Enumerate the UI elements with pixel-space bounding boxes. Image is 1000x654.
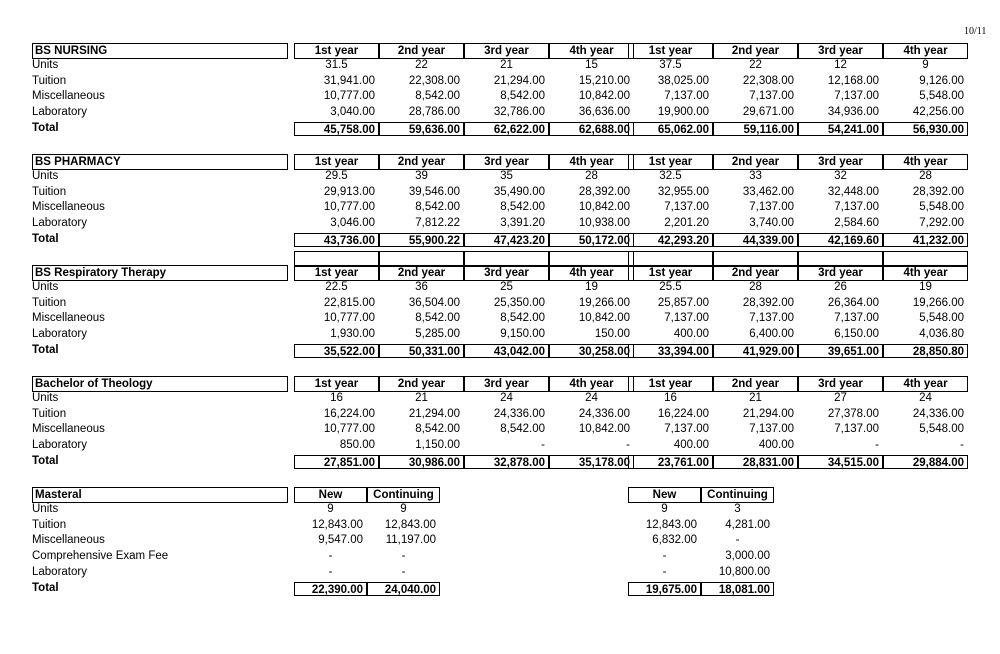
total-cell: 28,850.80 xyxy=(883,344,968,358)
tuition-cell: 24,336.00 xyxy=(578,407,630,420)
row-label: Total xyxy=(32,581,59,594)
misc-cell: 10,777.00 xyxy=(323,201,375,214)
units-cell: 16 xyxy=(330,392,343,404)
misc-cell: 8,542.00 xyxy=(500,90,545,103)
tuition-cell: 19,266.00 xyxy=(578,296,630,309)
total-cell: 39,651.00 xyxy=(798,344,883,358)
tuition-cell: 25,857.00 xyxy=(657,296,709,309)
misc-cell: 7,137.00 xyxy=(834,201,879,214)
tuition-cell: 33,462.00 xyxy=(742,185,794,198)
tuition-cell: 27,378.00 xyxy=(827,407,879,420)
total-cell: 45,758.00 xyxy=(294,122,379,136)
section-title: BS NURSING xyxy=(32,43,288,59)
tuition-cell: 24,336.00 xyxy=(493,407,545,420)
units-cell: 21 xyxy=(500,59,513,71)
misc-cell: 8,542.00 xyxy=(500,423,545,436)
tuition-cell: 28,392.00 xyxy=(578,185,630,198)
tuition-cell: 28,392.00 xyxy=(912,185,964,198)
tuition-cell: 12,168.00 xyxy=(827,74,879,87)
lab-cell: 400.00 xyxy=(758,439,794,452)
masteral-cell: - xyxy=(662,550,667,563)
tuition-cell: 35,490.00 xyxy=(493,185,545,198)
masteral-header: Continuing xyxy=(367,487,440,503)
tuition-cell: 9,126.00 xyxy=(919,74,964,87)
tuition-cell: 39,546.00 xyxy=(408,185,460,198)
row-label: Total xyxy=(32,454,59,467)
units-cell: 39 xyxy=(415,170,428,182)
units-cell: 16 xyxy=(664,392,677,404)
lab-cell: 36,636.00 xyxy=(578,106,630,119)
total-cell: 41,232.00 xyxy=(883,233,968,247)
total-cell: 35,178.00 xyxy=(549,455,634,469)
masteral-cell: 9 xyxy=(661,503,668,515)
year-header: 3rd year xyxy=(464,376,549,392)
lab-cell: 28,786.00 xyxy=(408,106,460,119)
section-title: BS PHARMACY xyxy=(32,154,288,170)
misc-cell: 7,137.00 xyxy=(749,90,794,103)
units-cell: 22 xyxy=(415,59,428,71)
units-cell: 25.5 xyxy=(659,281,682,293)
tuition-cell: 29,913.00 xyxy=(323,185,375,198)
tuition-cell: 25,350.00 xyxy=(493,296,545,309)
lab-cell: 7,292.00 xyxy=(919,217,964,230)
units-cell: 29.5 xyxy=(325,170,348,182)
misc-cell: 10,842.00 xyxy=(578,423,630,436)
lab-cell: - xyxy=(960,439,964,452)
year-header: 4th year xyxy=(883,43,968,59)
year-header: 2nd year xyxy=(379,43,464,59)
total-cell: 47,423.20 xyxy=(464,233,549,247)
units-cell: 12 xyxy=(834,59,847,71)
tuition-cell: 22,815.00 xyxy=(323,296,375,309)
units-cell: 21 xyxy=(749,392,762,404)
year-header: 3rd year xyxy=(798,43,883,59)
row-label: Units xyxy=(32,503,59,515)
total-cell: 34,515.00 xyxy=(798,455,883,469)
year-header: 2nd year xyxy=(713,265,798,281)
misc-cell: 10,842.00 xyxy=(578,90,630,103)
masteral-cell: - xyxy=(401,550,406,563)
total-cell: 22,390.00 xyxy=(294,582,367,596)
masteral-cell: 12,843.00 xyxy=(645,518,697,531)
total-cell: 59,116.00 xyxy=(713,122,798,136)
misc-cell: 7,137.00 xyxy=(834,423,879,436)
lab-cell: 6,150.00 xyxy=(834,328,879,341)
masteral-header: New xyxy=(294,487,367,503)
fee-section xyxy=(32,154,964,258)
total-cell: 65,062.00 xyxy=(628,122,713,136)
masteral-cell: 9 xyxy=(327,503,334,515)
units-cell: 32.5 xyxy=(659,170,682,182)
masteral-cell: 12,843.00 xyxy=(311,518,363,531)
units-cell: 28 xyxy=(749,281,762,293)
misc-cell: 5,548.00 xyxy=(919,312,964,325)
total-cell: 35,522.00 xyxy=(294,344,379,358)
units-cell: 21 xyxy=(415,392,428,404)
row-label: Miscellaneous xyxy=(32,312,105,325)
tuition-cell: 28,392.00 xyxy=(742,296,794,309)
misc-cell: 10,777.00 xyxy=(323,90,375,103)
lab-cell: 1,930.00 xyxy=(330,328,375,341)
year-header: 3rd year xyxy=(464,43,549,59)
units-cell: 28 xyxy=(585,170,598,182)
row-label: Units xyxy=(32,392,59,404)
year-header: 2nd year xyxy=(379,265,464,281)
year-header: 3rd year xyxy=(798,265,883,281)
tuition-cell: 22,308.00 xyxy=(742,74,794,87)
row-label: Miscellaneous xyxy=(32,90,105,103)
units-cell: 24 xyxy=(585,392,598,404)
total-cell: 50,172.00 xyxy=(549,233,634,247)
total-cell: 28,831.00 xyxy=(713,455,798,469)
year-header: 2nd year xyxy=(713,43,798,59)
tuition-cell: 32,955.00 xyxy=(657,185,709,198)
lab-cell: 9,150.00 xyxy=(500,328,545,341)
row-label: Tuition xyxy=(32,185,67,198)
misc-cell: 7,137.00 xyxy=(749,201,794,214)
total-cell: 43,736.00 xyxy=(294,233,379,247)
lab-cell: 400.00 xyxy=(673,328,709,341)
lab-cell: 7,812.22 xyxy=(415,217,460,230)
year-header: 4th year xyxy=(883,376,968,392)
units-cell: 28 xyxy=(919,170,932,182)
year-header: 1st year xyxy=(294,154,379,170)
misc-cell: 7,137.00 xyxy=(834,312,879,325)
total-cell: 29,884.00 xyxy=(883,455,968,469)
year-header: 1st year xyxy=(294,43,379,59)
units-cell: 24 xyxy=(500,392,513,404)
total-cell: 42,169.60 xyxy=(798,233,883,247)
lab-cell: 3,740.00 xyxy=(749,217,794,230)
masteral-cell: - xyxy=(328,550,333,563)
units-cell: 32 xyxy=(834,170,847,182)
lab-cell: 400.00 xyxy=(673,439,709,452)
total-cell: 43,042.00 xyxy=(464,344,549,358)
lab-cell: 5,285.00 xyxy=(415,328,460,341)
misc-cell: 7,137.00 xyxy=(749,312,794,325)
total-cell: 54,241.00 xyxy=(798,122,883,136)
year-header: 4th year xyxy=(549,154,634,170)
lab-cell: 10,938.00 xyxy=(578,217,630,230)
year-header: 3rd year xyxy=(798,154,883,170)
masteral-cell: 9,547.00 xyxy=(318,534,363,547)
row-label: Miscellaneous xyxy=(32,201,105,214)
lab-cell: - xyxy=(626,439,630,452)
row-label: Laboratory xyxy=(32,439,87,452)
total-cell: 24,040.00 xyxy=(367,582,440,596)
year-header: 4th year xyxy=(549,265,634,281)
units-cell: 15 xyxy=(585,59,598,71)
masteral-header: Continuing xyxy=(701,487,774,503)
year-header: 1st year xyxy=(294,376,379,392)
row-label: Laboratory xyxy=(32,217,87,230)
units-cell: 22.5 xyxy=(325,281,348,293)
units-cell: 19 xyxy=(919,281,932,293)
misc-cell: 5,548.00 xyxy=(919,90,964,103)
masteral-cell: 4,281.00 xyxy=(725,518,770,531)
fee-section xyxy=(32,43,964,147)
row-label: Total xyxy=(32,232,59,245)
masteral-cell: 3,000.00 xyxy=(725,550,770,563)
total-cell: 50,331.00 xyxy=(379,344,464,358)
year-header: 3rd year xyxy=(464,154,549,170)
year-header: 1st year xyxy=(628,265,713,281)
year-header: 1st year xyxy=(294,265,379,281)
row-label: Total xyxy=(32,343,59,356)
row-label: Laboratory xyxy=(32,328,87,341)
units-cell: 36 xyxy=(415,281,428,293)
total-cell: 27,851.00 xyxy=(294,455,379,469)
year-header: 2nd year xyxy=(713,376,798,392)
year-header: 4th year xyxy=(883,154,968,170)
lab-cell: 2,584.60 xyxy=(834,217,879,230)
lab-cell: 2,201.20 xyxy=(664,217,709,230)
tuition-cell: 32,448.00 xyxy=(827,185,879,198)
section-title: Masteral xyxy=(32,487,288,503)
masteral-section xyxy=(32,487,944,607)
fee-section xyxy=(32,376,964,480)
lab-cell: 42,256.00 xyxy=(912,106,964,119)
units-cell: 19 xyxy=(585,281,598,293)
misc-cell: 7,137.00 xyxy=(664,423,709,436)
total-cell: 56,930.00 xyxy=(883,122,968,136)
lab-cell: 850.00 xyxy=(339,439,375,452)
misc-cell: 7,137.00 xyxy=(664,312,709,325)
tuition-cell: 19,266.00 xyxy=(912,296,964,309)
masteral-cell: 12,843.00 xyxy=(384,518,436,531)
lab-cell: 3,040.00 xyxy=(330,106,375,119)
lab-cell: 6,400.00 xyxy=(749,328,794,341)
tuition-cell: 22,308.00 xyxy=(408,74,460,87)
tuition-cell: 21,294.00 xyxy=(408,407,460,420)
total-cell: 23,761.00 xyxy=(628,455,713,469)
tuition-cell: 31,941.00 xyxy=(323,74,375,87)
masteral-cell: 9 xyxy=(400,503,407,515)
units-cell: 24 xyxy=(919,392,932,404)
year-header: 3rd year xyxy=(464,265,549,281)
masteral-cell: 10,800.00 xyxy=(718,565,770,578)
row-label: Units xyxy=(32,170,59,182)
lab-cell: 1,150.00 xyxy=(415,439,460,452)
tuition-cell: 24,336.00 xyxy=(912,407,964,420)
total-cell: 44,339.00 xyxy=(713,233,798,247)
year-header: 4th year xyxy=(549,43,634,59)
row-label: Miscellaneous xyxy=(32,423,105,436)
year-header: 1st year xyxy=(628,154,713,170)
year-header: 4th year xyxy=(549,376,634,392)
units-cell: 33 xyxy=(749,170,762,182)
tuition-cell: 16,224.00 xyxy=(657,407,709,420)
total-cell: 30,258.00 xyxy=(549,344,634,358)
row-label: Tuition xyxy=(32,296,67,309)
total-cell: 18,081.00 xyxy=(701,582,774,596)
misc-cell: 10,842.00 xyxy=(578,201,630,214)
row-label: Total xyxy=(32,121,59,134)
units-cell: 26 xyxy=(834,281,847,293)
units-cell: 35 xyxy=(500,170,513,182)
tuition-cell: 21,294.00 xyxy=(493,74,545,87)
lab-cell: - xyxy=(875,439,879,452)
misc-cell: 7,137.00 xyxy=(664,90,709,103)
lab-cell: 150.00 xyxy=(594,328,630,341)
masteral-cell: 11,197.00 xyxy=(385,534,436,547)
misc-cell: 8,542.00 xyxy=(415,90,460,103)
tuition-cell: 38,025.00 xyxy=(657,74,709,87)
masteral-cell: - xyxy=(662,565,667,578)
masteral-header: New xyxy=(628,487,701,503)
masteral-cell: 3 xyxy=(734,503,741,515)
lab-cell: 32,786.00 xyxy=(493,106,545,119)
total-cell: 62,622.00 xyxy=(464,122,549,136)
misc-cell: 7,137.00 xyxy=(834,90,879,103)
masteral-cell: - xyxy=(401,565,406,578)
masteral-cell: 6,832.00 xyxy=(652,534,697,547)
lab-cell: 29,671.00 xyxy=(742,106,794,119)
units-cell: 25 xyxy=(500,281,513,293)
row-label: Units xyxy=(32,59,59,71)
lab-cell: - xyxy=(541,439,545,452)
lab-cell: 3,391.20 xyxy=(500,217,545,230)
misc-cell: 10,842.00 xyxy=(578,312,630,325)
misc-cell: 7,137.00 xyxy=(664,201,709,214)
total-cell: 42,293.20 xyxy=(628,233,713,247)
total-cell: 30,986.00 xyxy=(379,455,464,469)
misc-cell: 5,548.00 xyxy=(919,423,964,436)
page-number: 10/11 xyxy=(964,26,987,37)
misc-cell: 7,137.00 xyxy=(749,423,794,436)
units-cell: 37.5 xyxy=(659,59,682,71)
tuition-cell: 26,364.00 xyxy=(827,296,879,309)
masteral-cell: - xyxy=(735,534,740,547)
row-label: Laboratory xyxy=(32,106,87,119)
fee-section xyxy=(32,265,964,369)
lab-cell: 4,036.80 xyxy=(919,328,964,341)
year-header: 1st year xyxy=(628,43,713,59)
row-label: Laboratory xyxy=(32,565,87,578)
year-header: 1st year xyxy=(628,376,713,392)
misc-cell: 8,542.00 xyxy=(415,423,460,436)
total-cell: 55,900.22 xyxy=(379,233,464,247)
year-header: 3rd year xyxy=(798,376,883,392)
year-header: 2nd year xyxy=(379,154,464,170)
units-cell: 22 xyxy=(749,59,762,71)
year-header: 2nd year xyxy=(379,376,464,392)
total-cell: 33,394.00 xyxy=(628,344,713,358)
section-title: BS Respiratory Therapy xyxy=(32,265,288,281)
misc-cell: 10,777.00 xyxy=(323,312,375,325)
misc-cell: 8,542.00 xyxy=(500,312,545,325)
units-cell: 27 xyxy=(834,392,847,404)
misc-cell: 5,548.00 xyxy=(919,201,964,214)
total-cell: 62,688.00 xyxy=(549,122,634,136)
lab-cell: 3,046.00 xyxy=(330,217,375,230)
total-cell: 32,878.00 xyxy=(464,455,549,469)
total-cell: 41,929.00 xyxy=(713,344,798,358)
row-label: Units xyxy=(32,281,59,293)
misc-cell: 8,542.00 xyxy=(500,201,545,214)
misc-cell: 8,542.00 xyxy=(415,201,460,214)
total-cell: 19,675.00 xyxy=(628,582,701,596)
row-label: Miscellaneous xyxy=(32,534,105,547)
tuition-cell: 15,210.00 xyxy=(578,74,630,87)
units-cell: 31.5 xyxy=(325,59,348,71)
year-header: 4th year xyxy=(883,265,968,281)
lab-cell: 34,936.00 xyxy=(827,106,879,119)
units-cell: 9 xyxy=(922,59,929,71)
misc-cell: 10,777.00 xyxy=(323,423,375,436)
lab-cell: 19,900.00 xyxy=(657,106,709,119)
section-title: Bachelor of Theology xyxy=(32,376,288,392)
masteral-cell: - xyxy=(328,565,333,578)
year-header: 2nd year xyxy=(713,154,798,170)
misc-cell: 8,542.00 xyxy=(415,312,460,325)
tuition-cell: 16,224.00 xyxy=(323,407,375,420)
total-cell: 59,636.00 xyxy=(379,122,464,136)
row-label: Comprehensive Exam Fee xyxy=(32,550,169,563)
row-label: Tuition xyxy=(32,407,67,420)
tuition-cell: 21,294.00 xyxy=(742,407,794,420)
row-label: Tuition xyxy=(32,518,67,531)
row-label: Tuition xyxy=(32,74,67,87)
tuition-cell: 36,504.00 xyxy=(408,296,460,309)
